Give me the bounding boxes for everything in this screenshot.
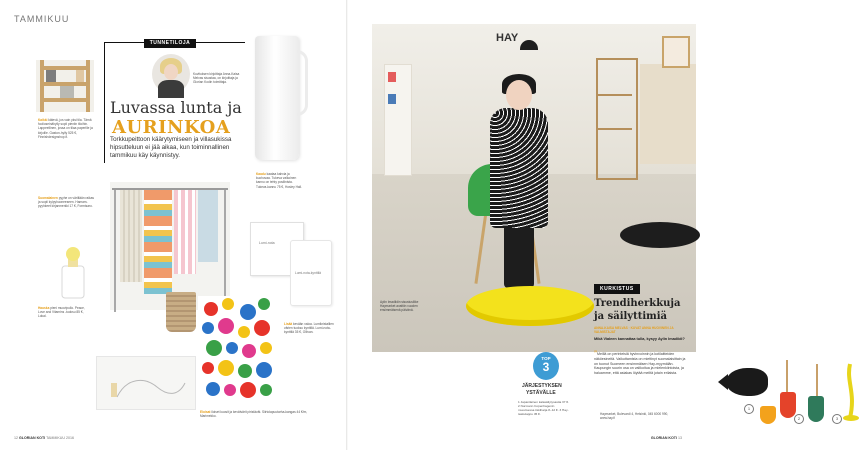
wall-shelf-photo (36, 60, 94, 112)
shop-sign: HAY (496, 32, 519, 44)
item-number-1: 1 (744, 404, 754, 414)
fish-container-photo (726, 368, 768, 396)
towel-rack-photo (110, 182, 230, 310)
article-title-line2: ja säilyttimiä (594, 311, 667, 322)
brush-handle-2 (816, 364, 818, 400)
friends-caption: 1 Japanilainen kalasäilytysastia 37 €. 2 Normann Copenhagenin muovisessa tiskiharja 8–12 €. 3 Hay-taskulappu 45 €. (518, 400, 569, 416)
author-portrait (152, 54, 190, 94)
shop-contact: Haymarket, Bulevardi 4, Helsinki, 045 6000 990, www.hay.fi (600, 412, 669, 420)
person-head (506, 80, 532, 110)
article-byline: ANNA-KAISA MELVAS · KUVAT ANNA HUOVINEN JA VALMISTAJAT (594, 326, 674, 334)
section-label: TAMMIKUU (14, 14, 70, 24)
green-cup (808, 396, 824, 422)
red-cup (780, 392, 796, 418)
caption-hammam: Suomalainen pyyhe on väriltään raikas ja sopii kylpyhuoneeseen. Hamam-pyyhkeet kirjanmerkki 17 €, Formisaro. (38, 196, 94, 209)
top3-number: 3 (542, 360, 550, 374)
box-label: Lumi-nota (259, 241, 275, 245)
right-footer: GLORIAN KOTI 13 (650, 436, 682, 440)
item-number-2: 2 (794, 414, 804, 424)
top3-badge (533, 352, 559, 380)
left-page (0, 0, 348, 450)
orange-cup (760, 406, 776, 424)
yellow-table (466, 286, 594, 326)
caption-candle: Lisää kevään valoa. Lumikristallien värien tuoksu kynttilä. Lumi-nota-kynttilä 35 €, Ollivan. (284, 322, 334, 335)
article-question: Mikä Vialeen kannattaa tulla, kysyy Aylin Imadiidi? (594, 337, 685, 341)
caption-perfume: Hauska pieni muovipullo. Peace, Love and Vitamins -tuoksu 85 €, Lokal. (38, 306, 85, 319)
section-tag: TUNNETILOJA (144, 39, 196, 48)
candle-photo (290, 240, 332, 306)
lead-paragraph: Torkkupeittoon käärytymiseen ja villasukissa hipsutteluun ei jää aikaa, kun toiminnallinen tammikuu käy käynnistyy. (110, 136, 232, 159)
perfume-photo (52, 246, 94, 302)
caption-shelf: Kaikki kätevä, jos vain yksi tila. Tämä foolioseinähylly sopii pieniin tiloihin. Lappeellinen, jossa on tilaa paperille ja kirjoille. Gaston-hylly 525 €, Finnishdesignshop.fi. (38, 118, 93, 139)
friends-title-line1: JÄRJESTYKSEN (522, 383, 562, 389)
pitcher-photo (255, 36, 299, 160)
bench-photo (96, 356, 196, 410)
item-number-3: 3 (832, 414, 842, 424)
top3-label: TOP (541, 356, 551, 361)
left-footer: 12 GLORIAN KOTI TAMMIKUU 2016 (14, 436, 74, 440)
photo-caption: Aylin Imadiidin sisustusliike Haymarket avattiin vuoden ensimmäisenä päivänä. (380, 300, 419, 313)
headline-line2: AURINKOA (112, 117, 231, 138)
pitcher-handle (297, 50, 308, 116)
author-caption: Kuvituksen kirjoittaja Anna-Kaisa Melvas sisustaa, on kirjoittaja ja Glorian Kodin toimittaja. (193, 72, 240, 84)
right-page (348, 0, 839, 450)
candle-label: Lumi-nota-kynttilä (295, 271, 322, 275)
friends-title-line2: YSTÄVÄLLE (526, 390, 556, 396)
article-title-line1: Trendiherkkuja (594, 298, 681, 309)
caption-pitcher: Kaadu kaataa kahvia ja kuohuvaa. Tukeva valkoinen kannu on tehty posliinista. Tukeva-kannu 75 €, Hosley Hall. (256, 172, 302, 189)
headline-line1: Luvassa lunta ja (110, 98, 242, 117)
person-dress (490, 108, 548, 228)
yellow-stand-photo (842, 362, 860, 422)
caption-fabric: Eloisat iloiset kuosit ja kevätvärit piristävät. Siirtolapuutarha-kangas 44 €/m, Marimekko. (200, 410, 308, 419)
basket-photo (166, 292, 196, 332)
marimekko-fabric-photo (198, 296, 278, 406)
article-quote: ”Meillä on perinteisiä hyvinvoinnin ja kotilaitteiden näköesineitä. Vaikuttamista on miettinyt suomalaisittain ja on tuonut Suomeen ensimmäisen Hay-myymälän. Kaupungin suurin osa on valikoitua ja mielenkiintoista, ja haluamme, että asiakas löytää meiltä jotain erilaista. (594, 351, 686, 376)
dark-table (620, 222, 700, 248)
section-tag-kurkistus: KURKISTUS (594, 284, 640, 294)
